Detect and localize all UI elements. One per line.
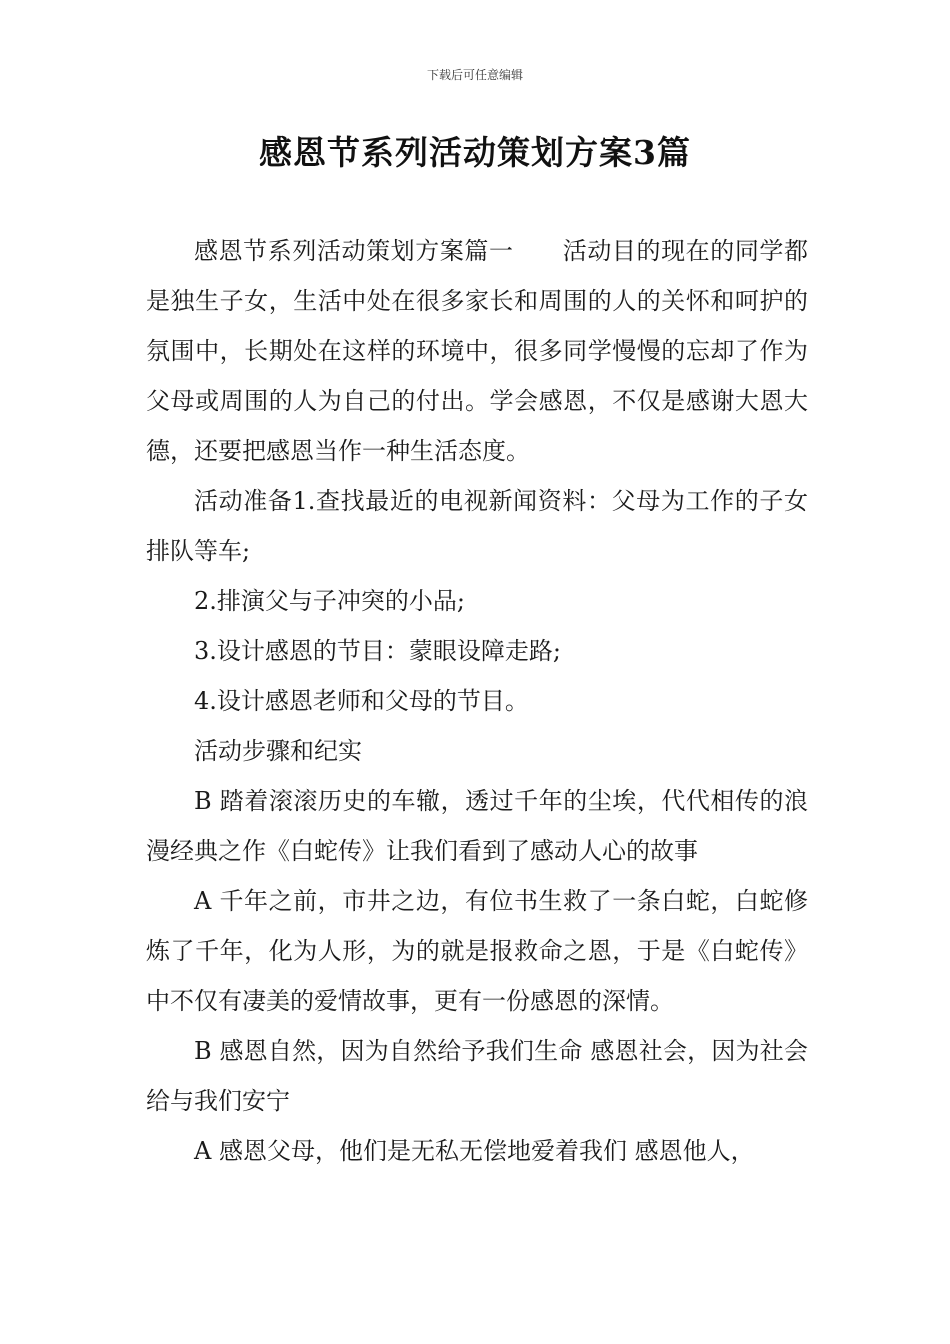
paragraph-preparation-2: 2.排演父与子冲突的小品; xyxy=(194,587,465,615)
paragraph-steps-heading: 活动步骤和纪实 xyxy=(194,737,362,765)
paragraph-preparation-1: 活动准备1.查找最近的电视新闻资料：父母为工作的子女排队等车; xyxy=(146,487,808,565)
paragraph-dialogue-b2: B 感恩自然，因为自然给予我们生命 感恩社会，因为社会给与我们安宁 xyxy=(146,1037,808,1115)
paragraph-dialogue-b1: B 踏着滚滚历史的车辙，透过千年的尘埃，代代相传的浪漫经典之作《白蛇传》让我们看到了感动人心的故事 xyxy=(146,787,808,865)
paragraph-dialogue-a1: A 千年之前，市井之边，有位书生救了一条白蛇，白蛇修炼了千年，化为人形，为的就是报救命之恩，于是《白蛇传》中不仅有凄美的爱情故事，更有一份感恩的深情。 xyxy=(146,887,808,1015)
paragraph-intro: 感恩节系列活动策划方案篇一 活动目的现在的同学都是独生子女，生活中处在很多家长和周围的人的关怀和呵护的氛围中，长期处在这样的环境中，很多同学慢慢的忘却了作为父母或周围的人为自己的付出。学会感恩，不仅是感谢大恩大德，还要把感恩当作一种生活态度。 xyxy=(146,237,808,465)
paragraph-preparation-3: 3.设计感恩的节目：蒙眼设障走路; xyxy=(194,637,561,665)
document-body xyxy=(146,226,808,1176)
paragraph-dialogue-a2: A 感恩父母，他们是无私无偿地爱着我们 感恩他人， xyxy=(194,1137,755,1165)
header-note: 下载后可任意编辑 xyxy=(426,68,523,82)
paragraph-preparation-4: 4.设计感恩老师和父母的节目。 xyxy=(194,687,529,715)
document-title: 感恩节系列活动策划方案3篇 xyxy=(259,133,691,172)
